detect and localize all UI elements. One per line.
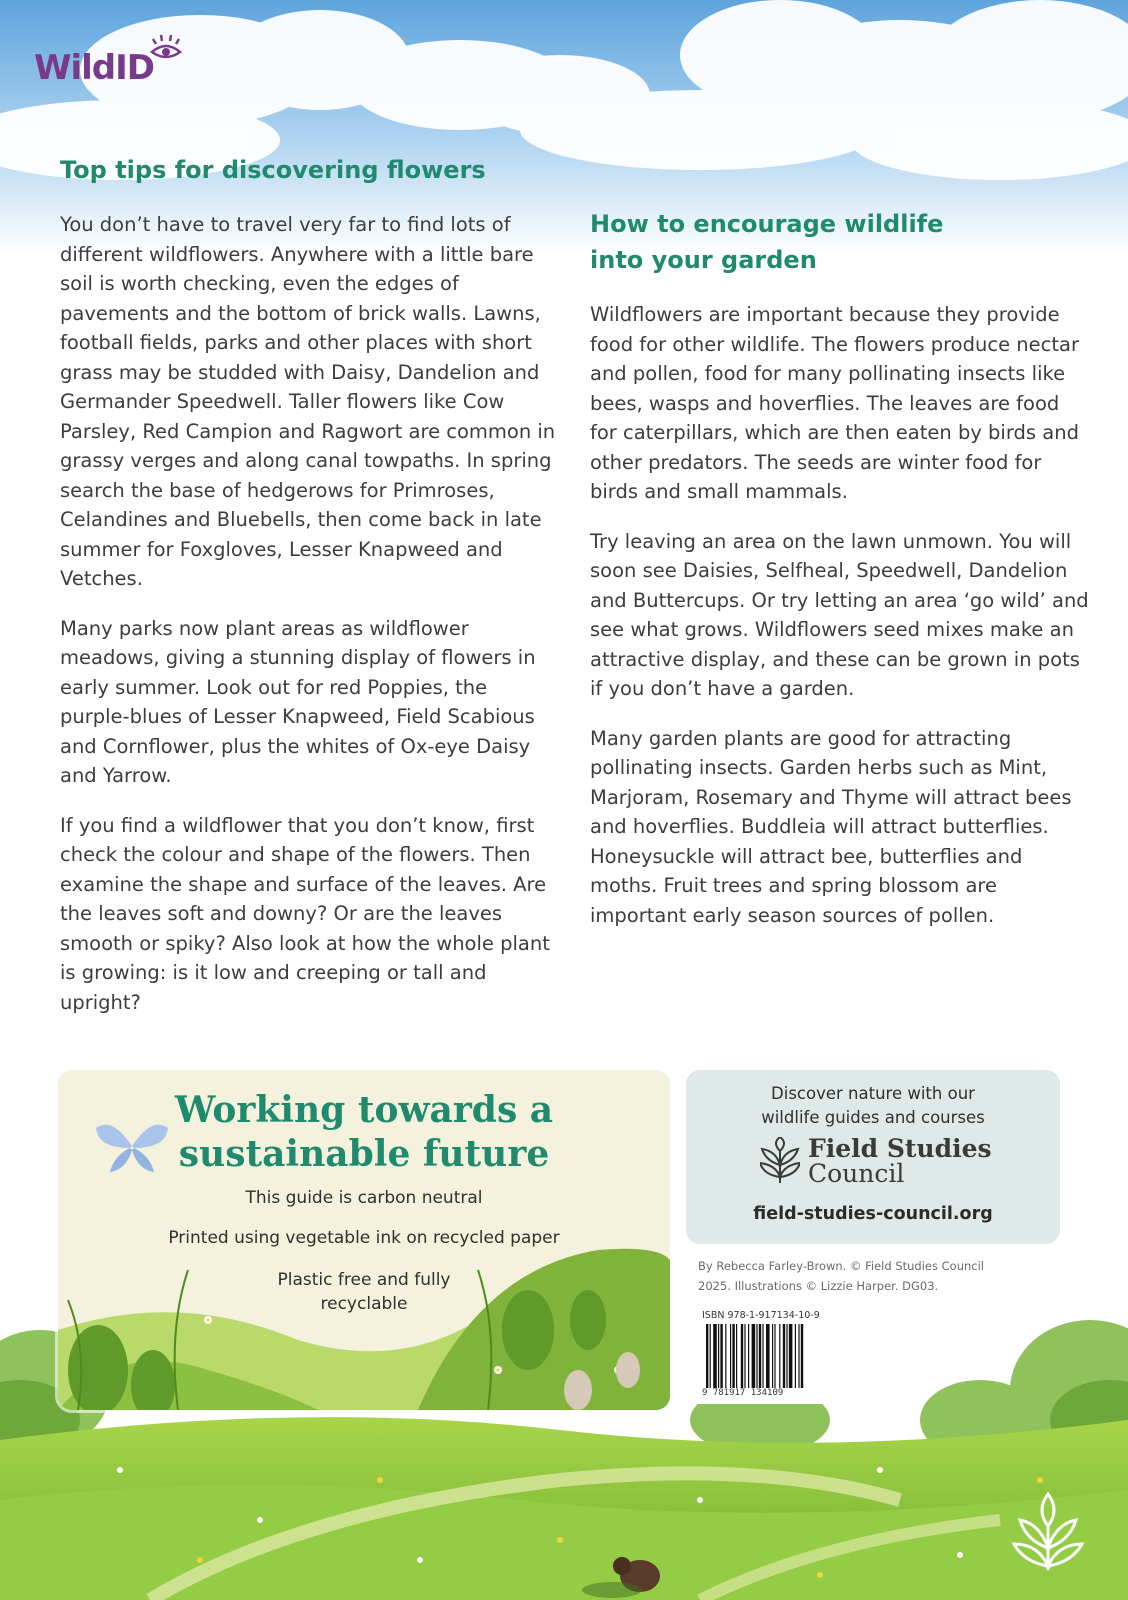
barcode-bar xyxy=(798,1324,799,1388)
tips-paragraph: You don’t have to travel very far to find lots of different wildflowers. Anywhere with a little bare soil is worth checking, even the edges of pavements and the bottom of brick walls. Lawns, football fields, parks and other places with short grass may be studded with Daisy, Dandelion and Germander Speedwell. Taller flowers like Cow Parsley, Red Campion and Ragwort are common in grassy verges and along canal towpaths. In spring search the base of hedgerows for Primroses, Celandines and Bluebells, then come back in late summer for Foxgloves, Lesser Knapweed and Vetches. xyxy=(60,213,556,590)
barcode-bars xyxy=(704,1324,854,1388)
isbn-text: ISBN 978-1-917134-10-9 xyxy=(702,1310,820,1321)
barcode-bar xyxy=(725,1324,726,1388)
fsc-name-line1: Field Studies xyxy=(808,1134,992,1163)
barcode-bar xyxy=(774,1324,775,1388)
barcode-bar xyxy=(786,1324,787,1388)
barcode-bar xyxy=(748,1324,749,1388)
barcode-bar xyxy=(730,1324,731,1388)
credits-line1: By Rebecca Farley-Brown. © Field Studies Council xyxy=(698,1259,985,1273)
barcode-digits: 9 781917 134109 xyxy=(702,1388,784,1398)
fsc-tagline-line1: Discover nature with our xyxy=(771,1084,975,1103)
wildlife-paragraph: Wildflowers are important because they provide food for other wildlife. The flowers produce nectar and pollen, food for many pollinating insects like bees, wasps and hoverflies. The leaves are food for caterpillars, which are then eaten by birds and other predators. The seeds are winter food for birds and small mammals. xyxy=(590,303,1079,503)
barcode-bar xyxy=(756,1324,757,1388)
sustainability-heading xyxy=(58,1088,670,1176)
barcode-bar xyxy=(789,1324,793,1388)
plastic-free-line-a: Plastic free and fully xyxy=(277,1270,451,1290)
credits-line2: 2025. Illustrations © Lizzie Harper. DG03. xyxy=(698,1279,939,1293)
fsc-tagline-line2: wildlife guides and courses xyxy=(761,1108,985,1127)
fsc-card xyxy=(686,1070,1060,1244)
barcode-bar xyxy=(801,1324,803,1388)
carbon-neutral-line: This guide is carbon neutral xyxy=(245,1188,483,1208)
fsc-logo xyxy=(760,1136,992,1186)
wildlife-heading-line1: How to encourage wildlife xyxy=(590,210,944,238)
barcode xyxy=(698,1308,860,1404)
sustainability-heading-line2: sustainable future xyxy=(178,1133,550,1175)
sustainability-heading-line1: Working towards a xyxy=(174,1089,554,1131)
barcode-bar xyxy=(713,1324,717,1388)
credits xyxy=(698,1256,1068,1296)
wildlife-heading xyxy=(590,206,1050,278)
plastic-free-line xyxy=(58,1268,670,1316)
tips-body xyxy=(60,210,560,1037)
vegetable-ink-line: Printed using vegetable ink on recycled paper xyxy=(168,1228,560,1248)
tips-paragraph: If you find a wildflower that you don’t know, first check the colour and shape of the flowers. Then examine the shape and surface of the leaves. Are the leaves soft and downy? Or are the leaves smooth or spiky? Also look at how the whole plant is growing: is it low and creeping or tall and upright? xyxy=(60,813,550,1014)
barcode-bar xyxy=(744,1324,745,1388)
barcode-bar xyxy=(720,1324,722,1388)
barcode-bar xyxy=(710,1324,711,1388)
fsc-name xyxy=(808,1136,992,1186)
barcode-bar xyxy=(706,1324,708,1388)
logo-text: WildID xyxy=(34,48,155,88)
tips-paragraph: Many parks now plant areas as wildflower meadows, giving a stunning display of flowers in early summer. Look out for red Poppies, the purple-blues of Lesser Knapweed, Field Scabious and Cornflower, plus the whites of Ox-eye Daisy and Yarrow. xyxy=(60,616,536,787)
sustainability-card xyxy=(58,1070,670,1410)
fsc-tagline xyxy=(686,1082,1060,1130)
wildid-logo xyxy=(34,34,184,88)
wildlife-paragraph: Try leaving an area on the lawn unmown. You will soon see Daisies, Selfheal, Speedwell, Dandelion and Buttercups. Or try letting an area ‘go wild’ and see what grows. Wildflowers seed mixes make an attractive display, and these can be grown in pots if you don’t have a garden. xyxy=(590,529,1089,700)
barcode-bar xyxy=(732,1324,734,1388)
barcode-bar xyxy=(741,1324,743,1388)
fsc-website-link[interactable]: field-studies-council.org xyxy=(753,1204,993,1224)
barcode-bar xyxy=(766,1324,770,1388)
fsc-leaf-icon xyxy=(760,1137,800,1185)
barcode-bar xyxy=(736,1324,737,1388)
barcode-bar xyxy=(759,1324,761,1388)
barcode-bar xyxy=(772,1324,773,1388)
plastic-free-line-b: recyclable xyxy=(320,1294,408,1314)
barcode-bar xyxy=(779,1324,780,1388)
fsc-name-line2: Council xyxy=(808,1159,905,1188)
wildlife-paragraph: Many garden plants are good for attracting pollinating insects. Garden herbs such as Mint, Marjoram, Rosemary and Thyme will attract bees and hoverflies. Buddleia will attract butterflies. Honeysuckle will attract bee, butterflies and moths. Fruit trees and spring blossom are important early season sources of pollen. xyxy=(590,726,1072,927)
wildlife-body xyxy=(590,300,1090,950)
barcode-bar xyxy=(795,1324,796,1388)
wildlife-heading-line2: into your garden xyxy=(590,246,817,274)
tips-heading: Top tips for discovering flowers xyxy=(60,156,486,184)
barcode-bar xyxy=(752,1324,756,1388)
eye-icon xyxy=(148,34,184,64)
barcode-bar xyxy=(783,1324,785,1388)
barcode-bar xyxy=(762,1324,763,1388)
barcode-bar xyxy=(718,1324,719,1388)
